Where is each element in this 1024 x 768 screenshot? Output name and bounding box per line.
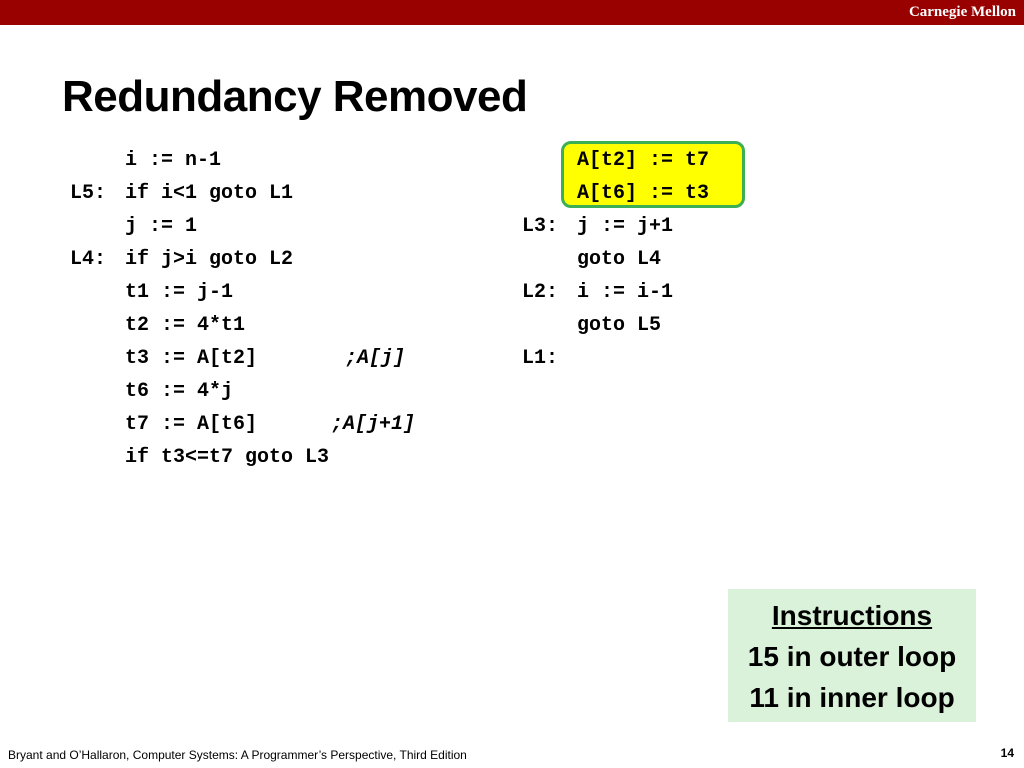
code-label: L5: xyxy=(70,182,107,205)
code-statement: t1 := j-1 xyxy=(125,281,234,304)
code-line xyxy=(70,342,406,375)
page-number: 14 xyxy=(1000,746,1014,760)
code-line xyxy=(70,309,246,342)
code-statement: j := 1 xyxy=(125,215,198,238)
code-line xyxy=(70,210,198,243)
code-statement: t2 := 4*t1 xyxy=(125,314,246,337)
code-statement: goto L4 xyxy=(577,248,662,271)
code-statement: t3 := A[t2] xyxy=(125,347,258,370)
code-line xyxy=(522,309,662,342)
code-statement: i := n-1 xyxy=(125,149,222,172)
code-line-highlighted xyxy=(522,144,710,177)
top-banner xyxy=(0,0,1024,25)
code-statement: A[t6] := t3 xyxy=(577,182,710,205)
info-heading: Instructions xyxy=(771,600,933,631)
brand-label: Carnegie Mellon xyxy=(908,4,1016,20)
inner-loop-count: 11 in inner loop xyxy=(749,682,955,713)
code-line xyxy=(522,243,662,276)
slide-title: Redundancy Removed xyxy=(62,72,528,121)
code-statement: i := i-1 xyxy=(577,281,674,304)
code-statement: if t3<=t7 goto L3 xyxy=(125,446,330,469)
code-line xyxy=(522,276,674,309)
code-line xyxy=(70,144,222,177)
code-line xyxy=(70,243,294,276)
code-line xyxy=(522,210,674,243)
code-line-highlighted xyxy=(522,177,710,210)
code-statement: A[t2] := t7 xyxy=(577,149,710,172)
code-label: L4: xyxy=(70,248,107,271)
code-statement: goto L5 xyxy=(577,314,662,337)
code-line xyxy=(70,375,234,408)
code-comment: ;A[j+1] xyxy=(331,413,416,436)
outer-loop-count: 15 in outer loop xyxy=(747,641,957,672)
code-label: L1: xyxy=(522,347,559,370)
right-code-block xyxy=(522,144,782,374)
code-line xyxy=(70,177,294,210)
code-statement: t6 := 4*j xyxy=(125,380,234,403)
instruction-count-box xyxy=(728,589,976,722)
code-statement: if i<1 goto L1 xyxy=(125,182,294,205)
code-label: L3: xyxy=(522,215,559,238)
code-statement: j := j+1 xyxy=(577,215,674,238)
footer-citation: Bryant and O’Hallaron, Computer Systems: A Programmer’s Perspective, Third Edition xyxy=(8,748,467,762)
code-statement: if j>i goto L2 xyxy=(125,248,294,271)
code-line xyxy=(522,342,594,375)
code-line xyxy=(70,276,234,309)
left-code-block xyxy=(70,144,510,474)
code-line xyxy=(70,441,330,474)
code-comment: ;A[j] xyxy=(345,347,406,370)
code-line xyxy=(70,408,416,441)
code-label: L2: xyxy=(522,281,559,304)
code-statement: t7 := A[t6] xyxy=(125,413,258,436)
